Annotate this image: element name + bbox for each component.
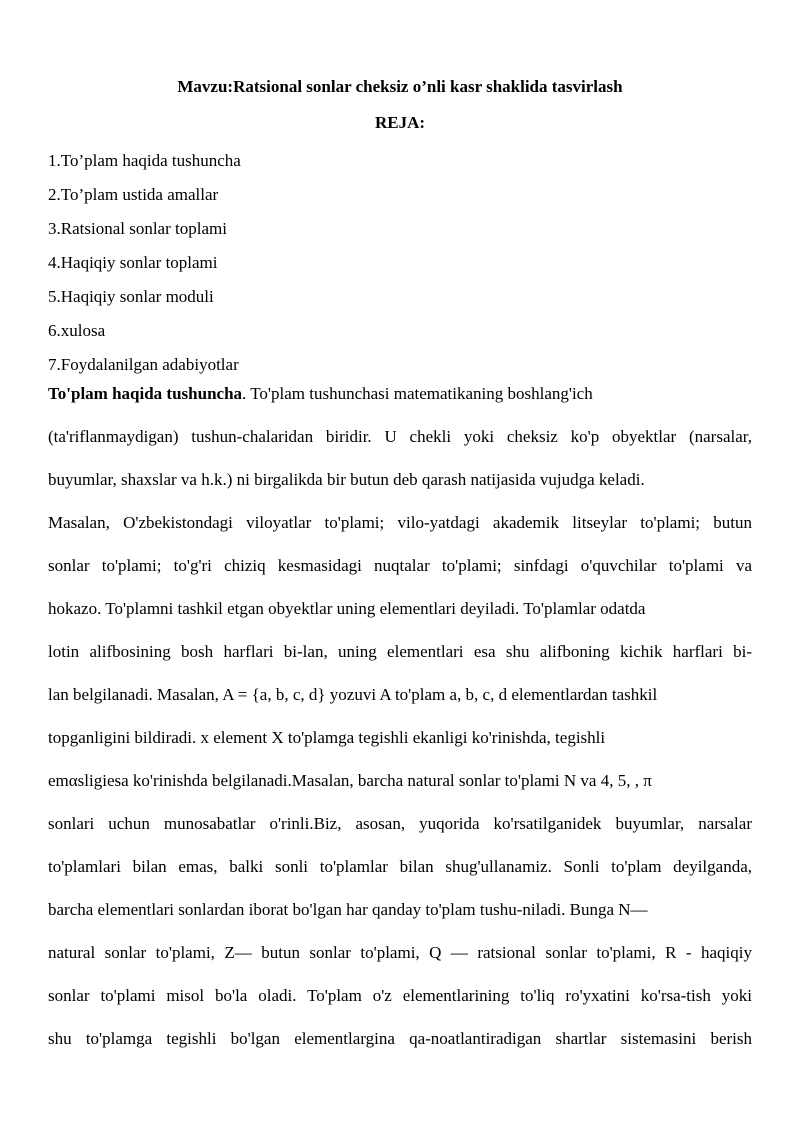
section-heading: To'plam haqida tushuncha: [48, 384, 243, 403]
paragraph-line: topganligini bildiradi. x element X to'plamga tegishli ekanligi ko'rinishda, tegishli: [48, 728, 606, 747]
paragraph-line: lotin alifbosining bosh harflari bi-lan, uning elementlari esa shu alifboning kichik harflari bi-: [48, 642, 752, 661]
paragraph-line: sonlar to'plami; to'g'ri chiziq kesmasidagi nuqtalar to'plami; sinfdagi o'quvchilar to'plami va: [48, 556, 752, 575]
paragraph-line: to'plamlari bilan emas, balki sonli to'plamlar bilan shug'ullanamiz. Sonli to'plam deyilganda,: [48, 857, 752, 876]
paragraph-line: Masalan, O'zbekistondagi viloyatlar to'plami; vilo-yatdagi akademik litseylar to'plami; butun: [48, 513, 752, 532]
document-title: Mavzu:Ratsional sonlar cheksiz o’nli kasr shaklida tasvirlash: [177, 77, 623, 96]
paragraph-line: [48, 379, 752, 422]
plan-item: 1.To’plam haqida tushuncha: [48, 151, 241, 170]
plan-heading: REJA:: [374, 113, 426, 132]
paragraph-line: (ta'riflanmaydigan) tushun-chalaridan biridir. U chekli yoki cheksiz ko'p obyektlar (narsalar,: [48, 427, 752, 446]
plan-item: 5.Haqiqiy sonlar moduli: [48, 287, 214, 306]
paragraph-line: natural sonlar to'plami, Z— butun sonlar to'plami, Q — ratsional sonlar to'plami, R - haqiqiy: [48, 943, 752, 962]
plan-item: 7.Foydalanilgan adabiyotlar: [48, 355, 239, 374]
plan-item: 2.To’plam ustida amallar: [48, 185, 219, 204]
paragraph-line: lan belgilanadi. Masalan, A = {a, b, c, d} yozuvi A to'plam a, b, c, d elementlardan tashkil: [48, 685, 658, 704]
paragraph-line: sonlar to'plami misol bo'la oladi. To'plam o'z elementlarining to'liq ro'yxatini ko'rsa-tish yoki: [48, 986, 752, 1005]
plan-item: 6.xulosa: [48, 321, 106, 340]
body-paragraph: [48, 379, 752, 1067]
paragraph-line: shu to'plamga tegishli bo'lgan elementlargina qa-noatlantiradigan shartlar sistemasini berish: [48, 1029, 752, 1048]
plan-item: 4.Haqiqiy sonlar toplami: [48, 253, 218, 272]
plan-list: [48, 144, 241, 382]
paragraph-line: emαsligiesa ko'rinishda belgilanadi.Masalan, barcha natural sonlar to'plami N va 4, 5, , π: [48, 771, 652, 790]
paragraph-line: hokazo. To'plamni tashkil etgan obyektlar uning elementlari deyiladi. To'plamlar odatda: [48, 599, 646, 618]
paragraph-line: barcha elementlari sonlardan iborat bo'lgan har qanday to'plam tushu-niladi. Bunga N—: [48, 900, 648, 919]
paragraph-line: sonlari uchun munosabatlar o'rinli.Biz, asosan, yuqorida ko'rsatilganidek buyumlar, narsalar: [48, 814, 752, 833]
plan-item: 3.Ratsional sonlar toplami: [48, 219, 227, 238]
paragraph-line: buyumlar, shaxslar va h.k.) ni birgalikda bir butun deb qarash natijasida vujudga keladi.: [48, 470, 645, 489]
paragraph-line-text: . To'plam tushunchasi matematikaning boshlang'ich: [242, 384, 593, 403]
